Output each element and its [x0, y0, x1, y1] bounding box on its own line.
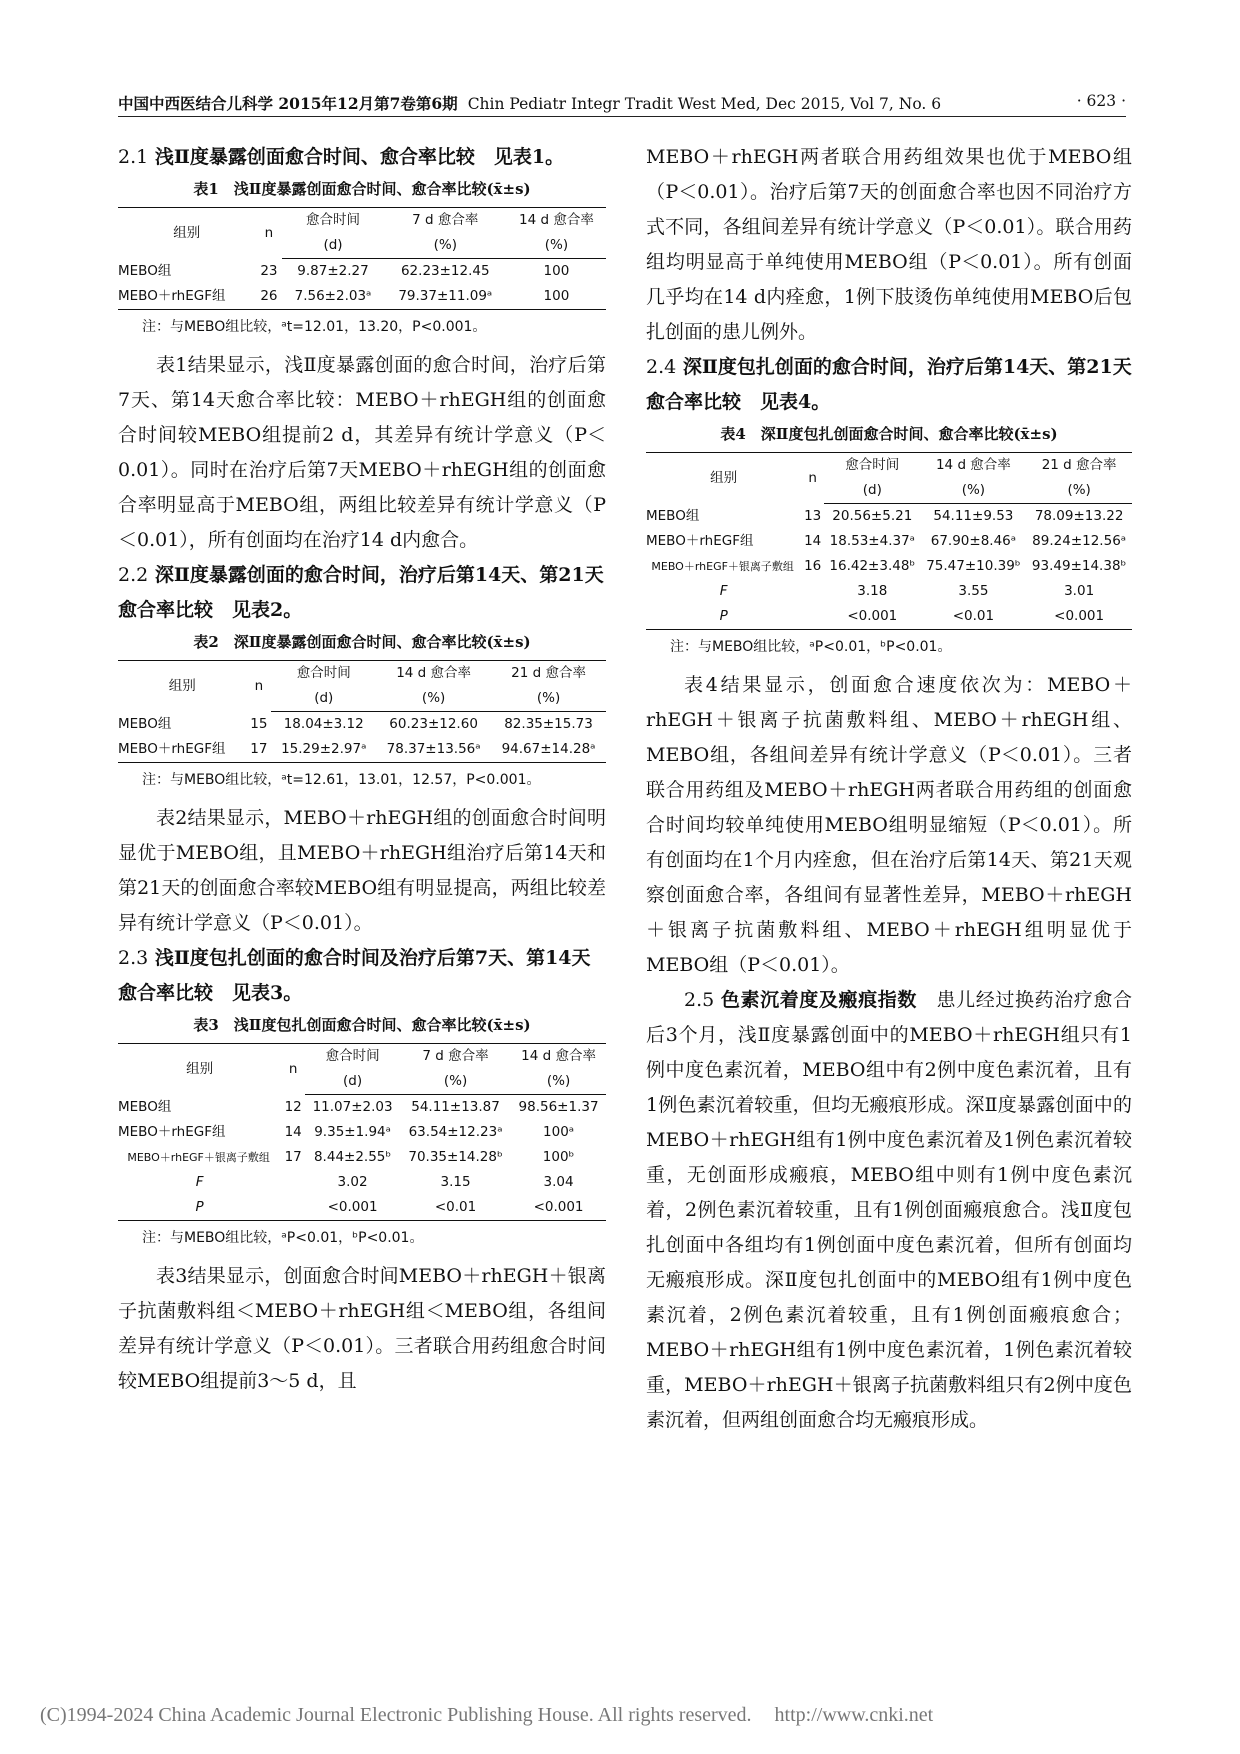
header-c1: 愈合时间 — [824, 453, 920, 479]
paragraph: MEBO＋rhEGH两者联合用药组效果也优于MEBO组（P＜0.01）。治疗后第7天的创面愈合率也因不同治疗方式不同，各组间差异有统计学意义（P＜0.01）。联合用药组均明显高于单纯使用MEBO组（P＜0.01）。所有创面几乎均在14 d内痊愈，1例下肢烫伤单纯使用MEBO后包扎创面的患儿例外。 — [646, 146, 1132, 343]
section-title: 深Ⅱ度暴露创面的愈合时间，治疗后第14天、第21天愈合率比较 见表2。 — [118, 564, 604, 621]
cell-c3: 94.67±14.28ᵃ — [491, 737, 606, 763]
header-n: n — [246, 661, 271, 712]
cell-c3: 98.56±1.37 — [518, 1099, 599, 1115]
section-number: 2.1 — [118, 146, 149, 168]
header-c1-unit: (d) — [282, 233, 383, 259]
section-2-4-heading — [646, 350, 1132, 420]
cell-c3: <0.001 — [1026, 604, 1132, 630]
cell-n: 17 — [246, 737, 271, 763]
paragraph: 表2结果显示，MEBO＋rhEGH组的创面愈合时间明显优于MEBO组，且MEBO＋rhEGH组治疗后第14天和第21天的创面愈合率较MEBO组有明显提高，两组比较差异有统计学意义（P＜0.01）。 — [118, 807, 606, 934]
cell-c1: 11.07±2.03 — [312, 1099, 393, 1115]
table-3-note: 注：与MEBO组比较，ᵃP<0.01，ᵇP<0.01。 — [142, 1230, 424, 1246]
table-row — [118, 737, 606, 763]
section-2-5-paragraph — [646, 983, 1132, 1438]
cell-c3: 78.09±13.22 — [1034, 508, 1124, 524]
cell-c1: 7.56±2.03ᵃ — [282, 284, 383, 310]
cell-n: 17 — [284, 1149, 302, 1165]
paragraph: 表4结果显示，创面愈合速度依次为：MEBO＋rhEGH＋银离子抗菌敷料组、MEBO＋rhEGH组、MEBO组，各组间差异有统计学意义（P＜0.01）。三者联合用药组及MEBO＋rhEGH两者联合用药组的创面愈合时间均较单纯使用MEBO组明显缩短（P＜0.01）。所有创面均在1个月内痊愈，但在治疗后第14天、第21天观察创面愈合率，各组间有显著性差异，MEBO＋rhEGH＋银离子抗菌敷料组、MEBO＋rhEGH组明显优于MEBO组（P＜0.01）。 — [646, 674, 1132, 976]
cell-group: MEBO＋rhEGF＋银离子敷组 — [651, 560, 794, 573]
cell-group: MEBO组 — [118, 715, 172, 732]
table-row — [646, 529, 1132, 554]
cell-n — [281, 1195, 305, 1221]
cell-c2: 67.90±8.46ᵃ — [930, 533, 1017, 549]
cell-group: MEBO＋rhEGF组 — [646, 533, 754, 549]
header-c3-unit: (%) — [511, 1069, 606, 1095]
header-group: 组别 — [646, 453, 801, 504]
table-row — [646, 604, 1132, 630]
header-c1-unit: (d) — [824, 478, 920, 504]
paragraph: 表1结果显示，浅Ⅱ度暴露创面的愈合时间，治疗后第7天、第14天愈合率比较：MEBO＋rhEGH组的创面愈合时间较MEBO组提前2 d，其差异有统计学意义（P＜0.01）。同时在治疗后第7天MEBO＋rhEGH组的创面愈合率明显高于MEBO组，两组比较差异有统计学意义（P＜0.01），所有创面均在治疗14 d内愈合。 — [118, 354, 606, 551]
section-2-2-heading — [118, 558, 606, 628]
paragraph: 表3结果显示，创面愈合时间MEBO＋rhEGH＋银离子抗菌敷料组＜MEBO＋rhEGH组＜MEBO组，各组间差异有统计学意义（P＜0.01）。三者联合用药组愈合时间较MEBO组提前3～5 d，且 — [118, 1265, 606, 1392]
journal-title — [118, 92, 941, 114]
cell-c2: 3.55 — [958, 583, 989, 599]
cell-c2: 63.54±12.23ᵃ — [408, 1124, 503, 1140]
cell-c1: <0.001 — [305, 1195, 400, 1221]
header-c3: 21 d 愈合率 — [491, 661, 606, 687]
cell-group: MEBO＋rhEGF组 — [118, 284, 256, 310]
header-n: n — [801, 453, 824, 504]
cell-n: 16 — [804, 558, 822, 574]
cell-c2: <0.01 — [400, 1195, 511, 1221]
journal-title-cn: 中国中西医结合儿科学 2015年12月第7卷第6期 — [118, 94, 458, 113]
header-c2: 7 d 愈合率 — [400, 1044, 511, 1070]
header-c3-unit: (%) — [1026, 478, 1132, 504]
cell-c2: 54.11±13.87 — [411, 1099, 500, 1115]
right-column — [646, 140, 1132, 1438]
cell-group: MEBO组 — [118, 1098, 172, 1115]
cell-c3: <0.001 — [511, 1195, 606, 1221]
header-c2-unit: (%) — [400, 1069, 511, 1095]
cell-c1: 20.56±5.21 — [832, 508, 913, 524]
cell-c3: 3.04 — [543, 1174, 574, 1190]
cell-n: 26 — [256, 284, 283, 310]
table-3 — [118, 1043, 606, 1221]
cell-n: 15 — [250, 715, 268, 732]
cell-group: MEBO组 — [118, 262, 172, 279]
section-number: 2.5 — [684, 989, 715, 1011]
section-number: 2.3 — [118, 947, 149, 969]
cell-group: MEBO＋rhEGF＋银离子敷组 — [127, 1151, 270, 1164]
paragraph-text: 患儿经过换药治疗愈合后3个月，浅Ⅱ度暴露创面中的MEBO＋rhEGH组只有1例中度色素沉着，MEBO组中有2例中度色素沉着，且有1例色素沉着较重，但均无瘢痕形成。深Ⅱ度暴露创面中的MEBO＋rhEGH组有1例中度色素沉着及1例色素沉着较重，无创面形成瘢痕，MEBO组中则有1例中度色素沉着，2例色素沉着较重，且有1例创面瘢痕愈合。浅Ⅱ度包扎创面中各组均有1例创面中度色素沉着，但所有创面均无瘢痕形成。深Ⅱ度包扎创面中的MEBO组有1例中度色素沉着，2例色素沉着较重，且有1例创面瘢痕愈合；MEBO＋rhEGH组有1例中度色素沉着，1例色素沉着较重，MEBO＋rhEGH＋银离子抗菌敷料组只有2例中度色素沉着，但两组创面愈合均无瘢痕形成。 — [646, 989, 1132, 1431]
section-2-1-heading — [118, 140, 606, 175]
cell-c3: 93.49±14.38ᵇ — [1031, 558, 1127, 574]
table-row — [646, 554, 1132, 579]
table-4-note: 注：与MEBO组比较，ᵃP<0.01，ᵇP<0.01。 — [670, 639, 952, 655]
cell-c1: 3.18 — [857, 583, 888, 599]
cell-c1: 8.44±2.55ᵇ — [313, 1149, 392, 1165]
section-title: 色素沉着度及瘢痕指数 — [720, 989, 917, 1011]
header-c3: 21 d 愈合率 — [1026, 453, 1132, 479]
table-row — [646, 504, 1132, 530]
copyright-footer — [40, 1704, 933, 1727]
header-c3: 14 d 愈合率 — [511, 1044, 606, 1070]
table-row — [118, 259, 606, 285]
table-3-caption: 表3 浅Ⅱ度包扎创面愈合时间、愈合率比较(x̄±s) — [193, 1016, 531, 1034]
cell-group: P — [646, 604, 801, 630]
cell-n: 23 — [260, 262, 278, 279]
cell-n: 13 — [804, 507, 822, 524]
cell-group: F — [195, 1174, 204, 1190]
cell-c2: 54.11±9.53 — [933, 508, 1014, 524]
table-4 — [646, 452, 1132, 630]
cell-c1: 18.04±3.12 — [283, 716, 364, 732]
cell-c2: 60.23±12.60 — [389, 716, 478, 732]
cell-c2: 79.37±11.09ᵃ — [384, 284, 507, 310]
table-2-caption: 表2 深Ⅱ度暴露创面愈合时间、愈合率比较(x̄±s) — [193, 633, 531, 651]
journal-title-en: Chin Pediatr Integr Tradit West Med, Dec 2015, Vol 7, No. 6 — [467, 95, 942, 113]
header-c2: 7 d 愈合率 — [384, 208, 507, 234]
left-column — [118, 140, 606, 1399]
cell-c1: 15.29±2.97ᵃ — [271, 737, 376, 763]
cell-group: F — [719, 583, 728, 599]
section-number: 2.4 — [646, 356, 677, 378]
cell-c2: 75.47±10.39ᵇ — [926, 558, 1021, 574]
cell-group: MEBO＋rhEGF组 — [118, 737, 246, 763]
cell-c2: 70.35±14.28ᵇ — [408, 1149, 503, 1165]
header-group: 组别 — [118, 1044, 281, 1095]
table-row — [118, 1145, 606, 1170]
header-c1: 愈合时间 — [271, 661, 376, 687]
cell-c3: 100 — [543, 263, 570, 279]
header-c1-unit: (d) — [305, 1069, 400, 1095]
cell-c3: 89.24±12.56ᵃ — [1032, 533, 1127, 549]
header-c2-unit: (%) — [376, 686, 491, 712]
cell-c3: 100 — [507, 284, 606, 310]
cell-n — [801, 579, 824, 604]
cell-n: 14 — [284, 1124, 302, 1140]
header-c3: 14 d 愈合率 — [507, 208, 606, 234]
section-title: 浅Ⅱ度包扎创面的愈合时间及治疗后第7天、第14天愈合率比较 见表3。 — [118, 947, 591, 1004]
table-4-caption: 表4 深Ⅱ度包扎创面愈合时间、愈合率比较(x̄±s) — [720, 425, 1058, 443]
header-c3-unit: (%) — [507, 233, 606, 259]
cell-n — [281, 1170, 305, 1195]
section-2-3-heading — [118, 941, 606, 1011]
header-c2: 14 d 愈合率 — [921, 453, 1027, 479]
copyright-text: (C)1994-2024 China Academic Journal Electronic Publishing House. All rights reserved. — [40, 1704, 752, 1726]
section-title: 深Ⅱ度包扎创面的愈合时间，治疗后第14天、第21天愈合率比较 见表4。 — [646, 356, 1132, 413]
cell-c1: <0.001 — [824, 604, 920, 630]
header-group: 组别 — [118, 661, 246, 712]
header-c2-unit: (%) — [921, 478, 1027, 504]
cell-c2: 62.23±12.45 — [400, 263, 490, 279]
cell-group: MEBO＋rhEGF组 — [118, 1124, 226, 1140]
table-row — [118, 712, 606, 738]
cell-group: P — [118, 1195, 281, 1221]
table-1-note: 注：与MEBO组比较，ᵃt=12.01，13.20，P<0.001。 — [142, 319, 487, 335]
cell-c3: 3.01 — [1064, 583, 1095, 599]
cell-c1: 3.02 — [337, 1174, 368, 1190]
header-n: n — [256, 208, 283, 259]
section-title: 浅Ⅱ度暴露创面愈合时间、愈合率比较 见表1。 — [154, 146, 565, 168]
running-header — [118, 88, 1126, 117]
section-number: 2.2 — [118, 564, 149, 586]
cell-c2: <0.01 — [921, 604, 1027, 630]
cell-c1: 18.53±4.37ᵃ — [829, 533, 915, 549]
table-2 — [118, 660, 606, 763]
table-2-note: 注：与MEBO组比较，ᵃt=12.61，13.01，12.57，P<0.001。 — [142, 772, 541, 788]
cell-n: 12 — [284, 1098, 302, 1115]
header-group: 组别 — [118, 208, 256, 259]
footer-url[interactable]: http://www.cnki.net — [774, 1704, 934, 1726]
cell-c1: 9.35±1.94ᵃ — [314, 1124, 391, 1140]
cell-c1: 16.42±3.48ᵇ — [829, 558, 916, 574]
cell-c3: 82.35±15.73 — [504, 716, 593, 732]
cell-c3: 100ᵇ — [542, 1149, 575, 1165]
cell-c3: 100ᵃ — [543, 1124, 575, 1140]
header-c1: 愈合时间 — [305, 1044, 400, 1070]
table-row — [118, 1170, 606, 1195]
header-c2: 14 d 愈合率 — [376, 661, 491, 687]
cell-c2: 78.37±13.56ᵃ — [376, 737, 491, 763]
header-c3-unit: (%) — [491, 686, 606, 712]
table-row — [118, 284, 606, 310]
header-c1: 愈合时间 — [282, 208, 383, 234]
table-row — [118, 1120, 606, 1145]
table-row — [646, 579, 1132, 604]
page-number: · 623 · — [1076, 92, 1126, 110]
header-c1-unit: (d) — [271, 686, 376, 712]
cell-c1: 9.87±2.27 — [297, 263, 369, 279]
cell-n: 14 — [804, 533, 822, 549]
cell-group: MEBO组 — [646, 507, 700, 524]
table-row — [118, 1095, 606, 1121]
cell-n — [801, 604, 824, 630]
table-1-caption: 表1 浅Ⅱ度暴露创面愈合时间、愈合率比较(x̄±s) — [193, 180, 531, 198]
header-c2-unit: (%) — [384, 233, 507, 259]
table-1 — [118, 207, 606, 310]
header-n: n — [281, 1044, 305, 1095]
table-row — [118, 1195, 606, 1221]
cell-c2: 3.15 — [440, 1174, 471, 1190]
